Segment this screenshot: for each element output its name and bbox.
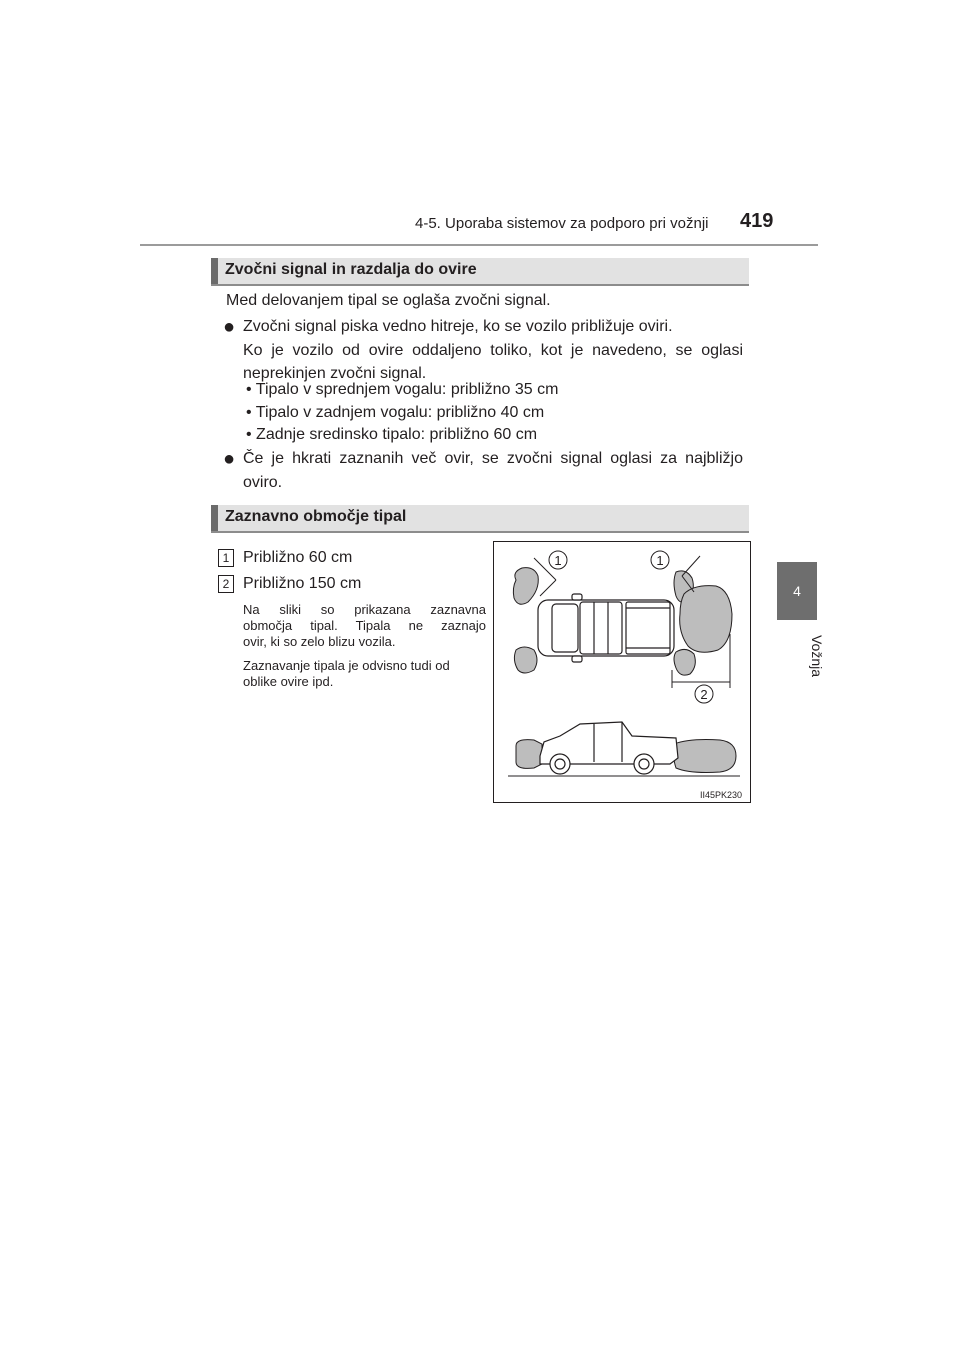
range-item: Približno 60 cm <box>243 549 353 566</box>
section-title: Zvočni signal in razdalja do ovire <box>225 261 477 278</box>
section-heading-detection-range <box>211 505 749 533</box>
item-number: 1 <box>218 549 234 567</box>
running-header: 4-5. Uporaba sistemov za podporo pri vožnji <box>415 215 709 232</box>
truck-side-view <box>540 722 678 774</box>
range-item: Približno 150 cm <box>243 575 362 592</box>
bullet-icon: ● <box>223 316 236 338</box>
item-number: 2 <box>218 575 234 593</box>
section-marker <box>211 258 218 284</box>
bullet1-text: Zvočni signal piska vedno hitreje, ko se vozilo približuje oviri. <box>243 318 673 335</box>
page-number: 419 <box>740 210 774 232</box>
callout-1-label: 1 <box>656 553 664 568</box>
figure-code: II45PK230 <box>699 790 742 800</box>
rear-center-zone <box>680 586 732 653</box>
bullet1-continuation: Ko je vozilo od ovire oddaljeno toliko, kot je navedeno, se oglasi <box>243 342 743 359</box>
header-rule <box>140 244 818 246</box>
note-line: Zaznavanje tipala je odvisno tudi od <box>243 658 450 673</box>
note-line: območja tipal. Tipala ne zaznajo <box>243 618 486 633</box>
sub-item: • Tipalo v sprednjem vogalu: približno 35 cm <box>246 381 559 398</box>
section-title: Zaznavno območje tipal <box>225 508 407 525</box>
callout-1-label: 1 <box>554 553 562 568</box>
note-line: ovir, ki so zelo blizu vozila. <box>243 634 396 649</box>
bullet2-text-2: oviro. <box>243 474 283 491</box>
sub-item: • Zadnje sredinsko tipalo: približno 60 cm <box>246 426 538 443</box>
note-line: Na sliki so prikazana zaznavna <box>243 602 486 617</box>
bullet-icon: ● <box>223 448 236 470</box>
note-line: oblike ovire ipd. <box>243 674 334 689</box>
chapter-label-text: Vožnja <box>809 634 825 678</box>
section-heading-sound-signal <box>211 258 749 286</box>
rear-right-low-zone <box>674 649 695 675</box>
front-left-zone <box>513 568 538 605</box>
sensor-range-figure <box>493 541 751 803</box>
sub-item: • Tipalo v zadnjem vogalu: približno 40 cm <box>246 404 545 421</box>
bullet2-text: Če je hkrati zaznanih več ovir, se zvočni signal oglasi za najbližjo <box>243 450 743 467</box>
chapter-tab: 4 <box>777 562 817 620</box>
section-marker <box>211 505 218 531</box>
rear-left-zone <box>514 647 537 673</box>
vehicle-diagram <box>494 542 750 802</box>
truck-top-view <box>538 594 674 662</box>
intro-text: Med delovanjem tipal se oglaša zvočni signal. <box>226 292 551 309</box>
callout-2-label: 2 <box>700 687 708 702</box>
chapter-label <box>777 628 825 688</box>
bullet1-continuation-2: neprekinjen zvočni signal. <box>243 365 427 382</box>
